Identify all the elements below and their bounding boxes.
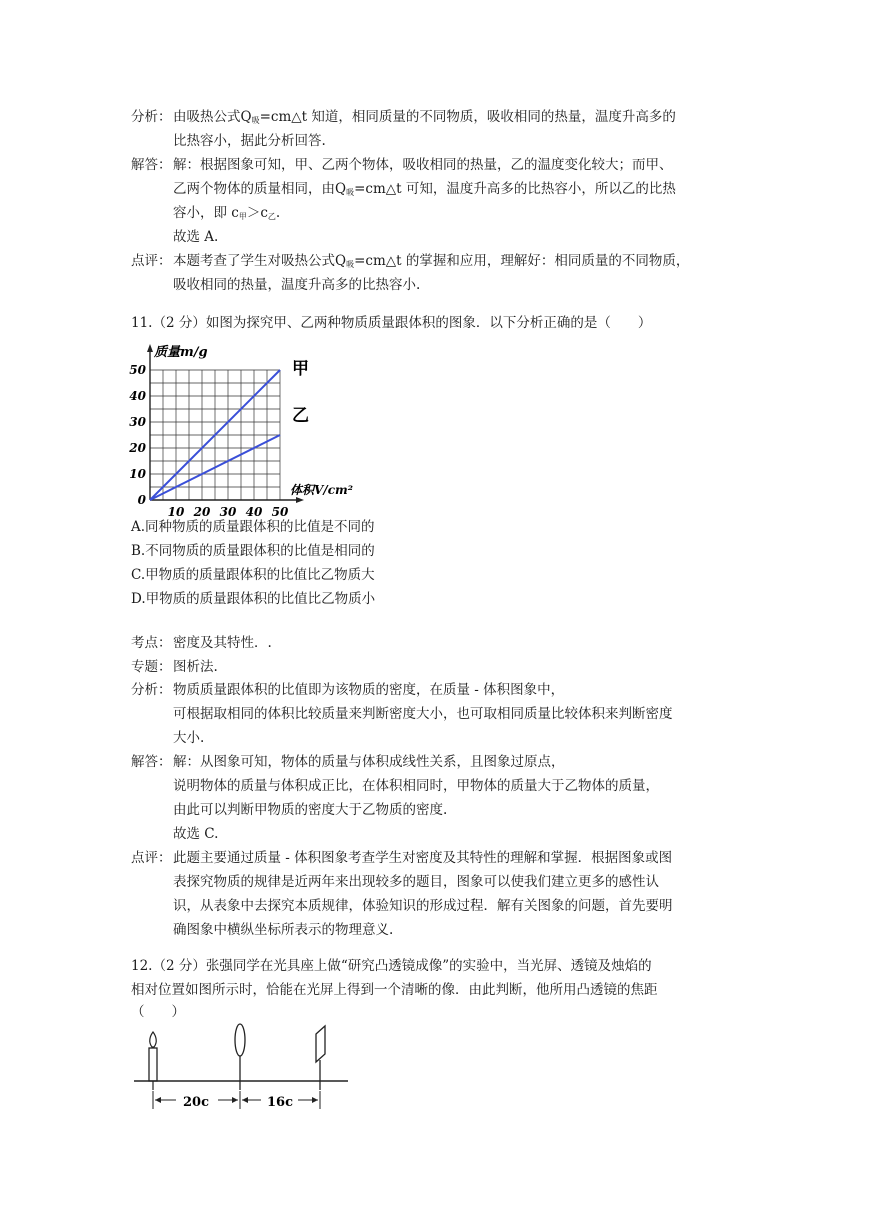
kaodian-label: 考点： [131,635,172,651]
y-tick-label: 50 [129,363,146,377]
analysis-line-1 [173,107,676,131]
screen-icon [316,1026,325,1062]
option-b: B.不同物质的质量跟体积的比值是相同的 [131,543,375,559]
answer-line-1: 解：根据图象可知，甲、乙两个物体，吸收相同的热量，乙的温度变化较大；而甲、 [173,157,673,173]
analysis-label: 分析： [131,682,172,698]
answer-text: =cm△t 可知，温度升高多的比热容小，所以乙的比热 [354,181,676,197]
convex-lens-icon [235,1024,245,1056]
comment-line-1 [173,251,689,275]
subscript: 吸 [251,116,260,125]
comment-line-1: 此题主要通过质量 - 体积图象考查学生对密度及其特性的理解和掌握．根据图象或图 [173,850,673,866]
y-axis-arrow-icon [147,344,153,352]
x-tick-label: 50 [271,505,289,518]
answer-line-4: 故选 A. [173,229,219,245]
comment-line-2: 吸收相同的热量，温度升高多的比热容小. [173,277,421,293]
analysis-line-2: 可根据取相同的体积比较质量来判断密度大小，也可取相同质量比较体积来判断密度 [173,706,673,722]
comment-text: =cm△t 的掌握和应用，理解好：相同质量的不同物质， [354,253,690,269]
comment-label: 点评： [131,850,172,866]
comment-label: 点评： [131,253,172,269]
question-12-stem-line-3: （ ） [131,1004,185,1020]
subscript: 乙 [267,212,276,221]
y-tick-label: 20 [129,441,146,455]
y-tick-label: 10 [129,467,146,481]
subscript: 甲 [238,212,247,221]
series-label: 甲 [292,359,309,379]
answer-label: 解答： [131,754,172,770]
mass-volume-chart [128,338,368,518]
answer-line-4: 故选 C. [173,826,219,842]
kaodian-text: 密度及其特性．. [173,635,272,651]
answer-line-2 [173,179,676,203]
comment-line-3: 识，从表象中去探究本质规律，体验知识的形成过程．解有关图象的问题，首先要明 [173,898,673,914]
option-c: C.甲物质的质量跟体积的比值比乙物质大 [131,567,375,583]
y-tick-label: 40 [129,389,146,403]
option-d: D.甲物质的质量跟体积的比值比乙物质小 [131,591,376,607]
option-a: A.同种物质的质量跟体积的比值是不同的 [131,519,375,535]
answer-line-3 [173,203,280,227]
zhuanti-label: 专题： [131,659,172,675]
distance-label-2: 16c [266,1095,294,1110]
analysis-text: 由吸热公式Q [173,109,252,125]
question-12-stem-line-2: 相对位置如图所示时，恰能在光屏上得到一个清晰的像．由此判断，他所用凸透镜的焦距 [131,982,658,998]
analysis-label: 分析： [131,109,172,125]
answer-line-1: 解：从图象可知，物体的质量与体积成线性关系，且图象过原点， [173,754,565,770]
y-tick-label: 0 [137,493,146,507]
series-label: 乙 [292,406,309,426]
question-12-stem-line-1: 12.（2 分）张强同学在光具座上做“研究凸透镜成像”的实验中，当光屏、透镜及烛焰的 [131,958,652,974]
analysis-line-1: 物质质量跟体积的比值即为该物质的密度，在质量 - 体积图象中， [173,682,565,698]
y-tick-label: 30 [129,415,146,429]
answer-line-2: 说明物体的质量与体积成正比，在体积相同时，甲物体的质量大于乙物体的质量， [173,778,659,794]
distance-label-1: 20c [182,1095,210,1110]
optical-bench-diagram [128,1020,358,1115]
answer-text: 乙两个物体的质量相同，由Q [173,181,347,197]
subscript: 吸 [346,260,355,269]
answer-text: . [275,205,281,221]
answer-label: 解答： [131,157,172,173]
answer-text: 容小，即 c [173,205,239,221]
question-11-stem: 11.（2 分）如图为探究甲、乙两种物质质量跟体积的图象．以下分析正确的是（ ） [131,315,652,331]
candle-flame-icon [150,1032,156,1047]
subscript: 吸 [346,188,355,197]
comment-line-2: 表探究物质的规律是近两年来出现较多的题目，图象可以使我们建立更多的感性认 [173,874,659,890]
analysis-text: =cm△t 知道，相同质量的不同物质，吸收相同的热量，温度升高多的 [259,109,676,125]
analysis-line-2: 比热容小，据此分析回答. [173,133,326,149]
comment-line-4: 确图象中横纵坐标所表示的物理意义. [173,922,394,938]
x-tick-label: 10 [167,505,185,518]
answer-line-3: 由此可以判断甲物质的密度大于乙物质的密度. [173,802,448,818]
comment-text: 本题考查了学生对吸热公式Q [173,253,347,269]
x-tick-label: 20 [193,505,211,518]
y-axis-title: 质量m/g [154,345,208,360]
answer-text: ＞c [246,205,268,221]
x-axis-title: 体积V/cm² [290,483,353,497]
zhuanti-text: 图析法. [173,659,218,675]
analysis-line-3: 大小. [173,730,205,746]
x-tick-label: 30 [219,505,237,518]
x-tick-label: 40 [245,505,263,518]
candle-icon [149,1048,157,1081]
x-axis-arrow-icon [296,497,304,503]
